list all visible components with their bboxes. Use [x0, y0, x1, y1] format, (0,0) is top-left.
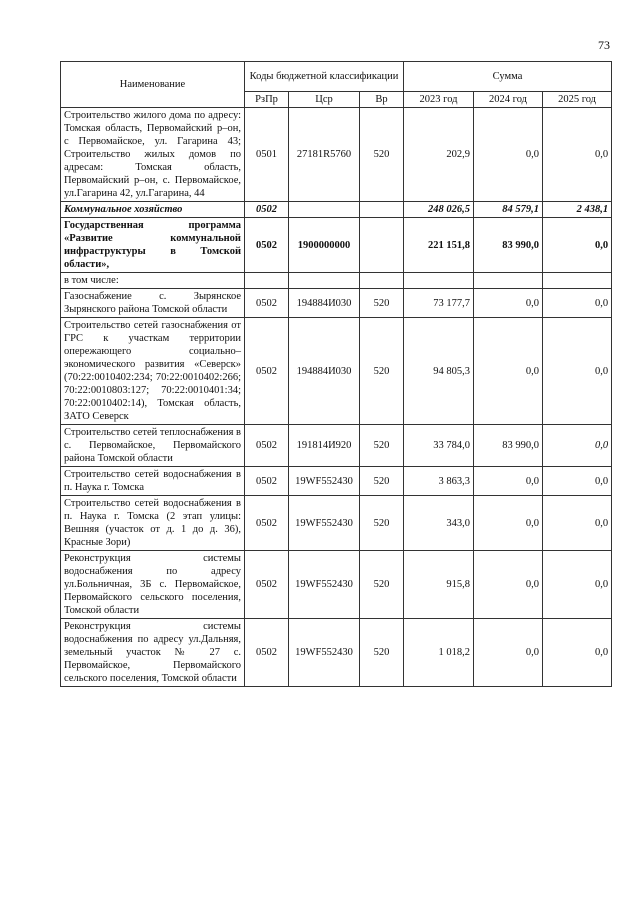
row-2025: 2 438,1 — [543, 202, 612, 218]
row-name: Строительство сетей водоснабжения в п. Наука г. Томска (2 этап улицы: Вешняя (участок от д. 1 до д. 36), Красные Зори) — [61, 496, 245, 551]
row-name: Строительство жилого дома по адресу: Томская область, Первомайский р–он, с Первомайское, ул. Гагарина 43; Строительство жилых домов по адресам: Томская область, Первомайский р–он, с. Первомайское, ул.Гагарина 42, ул.Гагарина, 44 — [61, 108, 245, 202]
row-2023: 33 784,0 — [404, 425, 474, 467]
row-rzpr: 0502 — [245, 218, 289, 273]
table-row-section — [61, 202, 612, 218]
row-csr: 19WF552430 — [289, 551, 360, 619]
row-2024: 0,0 — [474, 619, 543, 687]
row-2023: 94 805,3 — [404, 318, 474, 425]
row-vr: 520 — [360, 318, 404, 425]
row-2025: 0,0 — [543, 467, 612, 496]
row-2025: 0,0 — [543, 496, 612, 551]
row-2023: 221 151,8 — [404, 218, 474, 273]
row-csr: 191814И920 — [289, 425, 360, 467]
row-2024: 84 579,1 — [474, 202, 543, 218]
table-row — [61, 425, 612, 467]
row-name: Строительство сетей газоснабжения от ГРС к участкам территории опережающего социально–экономического развития «Северск» (70:22:0010402:234; 70:22:0010402:266; 70:22:0010803:127; 70:22:0010401:34; 70:22:0010402:14), Томская область, ЗАТО Северск — [61, 318, 245, 425]
row-2025: 0,0 — [543, 318, 612, 425]
row-vr — [360, 202, 404, 218]
header-2025: 2025 год — [543, 92, 612, 108]
row-name: Строительство сетей теплоснабжения в с. Первомайское, Первомайского района Томской области — [61, 425, 245, 467]
row-2024: 0,0 — [474, 318, 543, 425]
row-name: Реконструкция системы водоснабжения по адресу ул.Дальняя, земельный участок № 27 с. Первомайское, Первомайского сельского поселения, Томской области — [61, 619, 245, 687]
row-2023: 343,0 — [404, 496, 474, 551]
row-name: Газоснабжение с. Зырянское Зырянского района Томской области — [61, 289, 245, 318]
row-2025: 0,0 — [543, 425, 612, 467]
row-vr: 520 — [360, 551, 404, 619]
row-2025: 0,0 — [543, 551, 612, 619]
row-2024: 83 990,0 — [474, 425, 543, 467]
row-rzpr: 0502 — [245, 619, 289, 687]
row-rzpr: 0502 — [245, 318, 289, 425]
row-vr: 520 — [360, 289, 404, 318]
row-csr: 194884И030 — [289, 318, 360, 425]
row-csr: 19WF552430 — [289, 619, 360, 687]
row-2024: 83 990,0 — [474, 218, 543, 273]
row-2023: 3 863,3 — [404, 467, 474, 496]
row-2023: 915,8 — [404, 551, 474, 619]
table-row — [61, 467, 612, 496]
row-2023: 202,9 — [404, 108, 474, 202]
row-csr: 1900000000 — [289, 218, 360, 273]
table-row — [61, 108, 612, 202]
row-2024: 0,0 — [474, 289, 543, 318]
row-rzpr: 0502 — [245, 289, 289, 318]
row-csr: 27181R5760 — [289, 108, 360, 202]
header-name: Наименование — [61, 62, 245, 108]
row-rzpr: 0502 — [245, 496, 289, 551]
header-2023: 2023 год — [404, 92, 474, 108]
page-number: 73 — [598, 38, 610, 52]
row-vr: 520 — [360, 467, 404, 496]
row-2025: 0,0 — [543, 619, 612, 687]
table-row — [61, 318, 612, 425]
row-2023: 73 177,7 — [404, 289, 474, 318]
header-csr: Цср — [289, 92, 360, 108]
row-2024: 0,0 — [474, 467, 543, 496]
row-2023: 1 018,2 — [404, 619, 474, 687]
row-vr: 520 — [360, 425, 404, 467]
row-2024: 0,0 — [474, 551, 543, 619]
row-csr — [289, 202, 360, 218]
row-2024: 0,0 — [474, 108, 543, 202]
header-rzpr: РзПр — [245, 92, 289, 108]
row-vr: 520 — [360, 496, 404, 551]
table-row — [61, 619, 612, 687]
header-vr: Вр — [360, 92, 404, 108]
table-row-program — [61, 218, 612, 273]
row-vr — [360, 218, 404, 273]
table-row — [61, 496, 612, 551]
row-rzpr: 0501 — [245, 108, 289, 202]
header-codes: Коды бюджетной классификации — [245, 62, 404, 92]
row-2025: 0,0 — [543, 289, 612, 318]
row-name: Государственная программа «Развитие коммунальной инфраструктуры в Томской области», — [61, 218, 245, 273]
row-rzpr: 0502 — [245, 551, 289, 619]
row-2025: 0,0 — [543, 218, 612, 273]
row-2025: 0,0 — [543, 108, 612, 202]
row-2024: 0,0 — [474, 496, 543, 551]
table-row — [61, 289, 612, 318]
row-csr: 19WF552430 — [289, 467, 360, 496]
row-name: Коммунальное хозяйство — [61, 202, 245, 218]
budget-table — [60, 61, 612, 687]
row-rzpr: 0502 — [245, 467, 289, 496]
row-vr: 520 — [360, 108, 404, 202]
header-2024: 2024 год — [474, 92, 543, 108]
row-rzpr: 0502 — [245, 202, 289, 218]
row-rzpr: 0502 — [245, 425, 289, 467]
table-row — [61, 551, 612, 619]
row-csr: 194884И030 — [289, 289, 360, 318]
header-sum: Сумма — [404, 62, 612, 92]
row-name: в том числе: — [61, 273, 245, 289]
table-row-subheading — [61, 273, 612, 289]
row-vr: 520 — [360, 619, 404, 687]
row-2023: 248 026,5 — [404, 202, 474, 218]
row-name: Строительство сетей водоснабжения в п. Наука г. Томска — [61, 467, 245, 496]
row-csr: 19WF552430 — [289, 496, 360, 551]
row-name: Реконструкция системы водоснабжения по адресу ул.Больничная, 3Б с. Первомайское, Первомайского сельского поселения, Томской области — [61, 551, 245, 619]
